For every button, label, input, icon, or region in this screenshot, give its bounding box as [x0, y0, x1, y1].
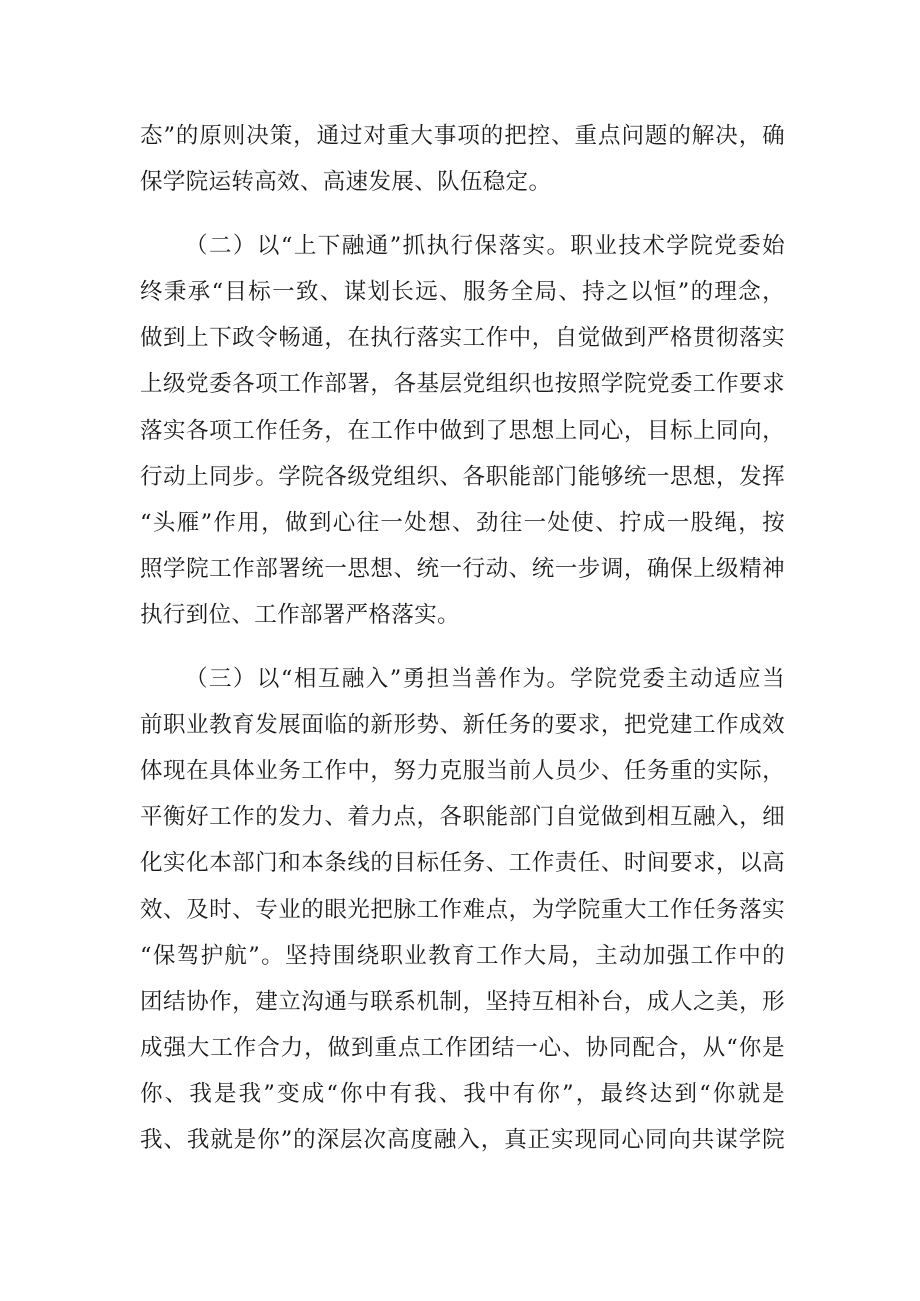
- text-line: 终秉承“目标一致、谋划长远、服务全局、持之以恒”的理念，: [140, 279, 785, 306]
- text-line: 保学院运转高效、高速发展、队伍稳定。: [140, 169, 552, 196]
- text-line: 化实化本部门和本条线的目标任务、工作责任、时间要求，以高: [140, 850, 785, 877]
- text-line: 平衡好工作的发力、着力点，各职能部门自觉做到相互融入，细: [140, 804, 785, 831]
- text-line: 体现在具体业务工作中，努力克服当前人员少、任务重的实际，: [140, 758, 785, 785]
- paragraph-1: [140, 113, 785, 205]
- text-line: 效、及时、专业的眼光把脉工作难点，为学院重大工作任务落实: [140, 896, 785, 923]
- text-line: 你、我是我”变成“你中有我、我中有你”，最终达到“你就是: [140, 1080, 785, 1107]
- text-line: “头雁”作用，做到心往一处想、劲往一处使、拧成一股绳，按: [140, 509, 785, 536]
- text-line: （二）以“上下融通”抓执行保落实。职业技术学院党委始: [185, 233, 785, 260]
- text-line: 我、我就是你”的深层次高度融入，真正实现同心同向共谋学院: [140, 1126, 785, 1153]
- text-line: 团结协作，建立沟通与联系机制，坚持互相补台，成人之美，形: [140, 988, 785, 1015]
- text-line: 照学院工作部署统一思想、统一行动、统一步调，确保上级精神: [140, 555, 785, 582]
- text-line: 执行到位、工作部署严格落实。: [140, 601, 460, 628]
- document-body: [140, 113, 785, 1163]
- paragraph-2: [140, 223, 785, 638]
- text-line: 落实各项工作任务，在工作中做到了思想上同心，目标上同向，: [140, 417, 785, 444]
- text-line: 做到上下政令畅通，在执行落实工作中，自觉做到严格贯彻落实: [140, 325, 785, 352]
- text-line: 行动上同步。学院各级党组织、各职能部门能够统一思想，发挥: [140, 463, 785, 490]
- text-line: （三）以“相互融入”勇担当善作为。学院党委主动适应当: [185, 666, 785, 693]
- text-line: 态”的原则决策，通过对重大事项的把控、重点问题的解决，确: [140, 123, 785, 149]
- text-line: 前职业教育发展面临的新形势、新任务的要求，把党建工作成效: [140, 712, 785, 739]
- text-line: “保驾护航”。坚持围绕职业教育工作大局，主动加强工作中的: [140, 942, 785, 969]
- text-line: 上级党委各项工作部署，各基层党组织也按照学院党委工作要求: [140, 371, 785, 398]
- paragraph-3: [140, 656, 785, 1163]
- text-line: 成强大工作合力，做到重点工作团结一心、协同配合，从“你是: [140, 1034, 785, 1061]
